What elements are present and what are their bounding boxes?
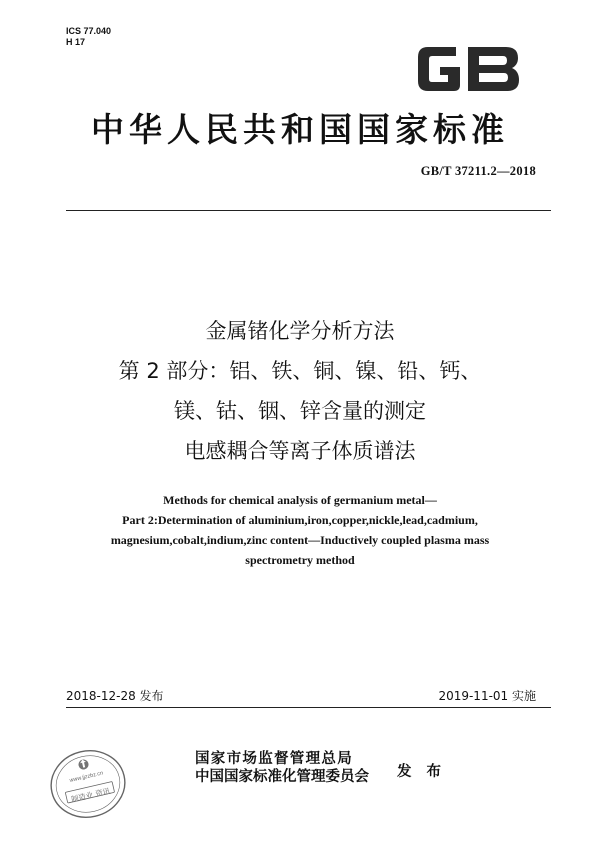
top-divider (66, 210, 551, 211)
implementation-date: 2019-11-01 实施 (438, 689, 536, 703)
issuer-name: 国家市场监督管理总局 (195, 750, 353, 767)
national-standard-title: 中华人民共和国国家标准 (91, 110, 509, 149)
publish-label: 发 布 (397, 763, 447, 780)
ics-code: ICS 77.040 (66, 26, 112, 36)
stamp-label: 制造业 资讯 (70, 786, 112, 805)
bottom-divider (66, 707, 551, 708)
chinese-title-line: 第 2 部分：铝、铁、铜、镍、铅、钙、 (118, 359, 482, 383)
stamp-website: www.jjzzbz.cn (69, 770, 104, 784)
publisher-stamp (40, 737, 135, 831)
chinese-title-line: 电感耦合等离子体质谱法 (184, 439, 416, 463)
chinese-title-line: 金属锗化学分析方法 (205, 319, 395, 343)
issue-date: 2018-12-28 发布 (66, 689, 164, 703)
english-title-line: Part 2:Determination of aluminium,iron,copper,nickle,lead,cadmium, (122, 513, 478, 527)
ccs-code: H 17 (66, 37, 86, 47)
standard-number: GB/T 37211.2—2018 (420, 164, 536, 178)
english-title-line: magnesium,cobalt,indium,zinc content—Inductively coupled plasma mass (110, 533, 490, 547)
issuer-name: 中国国家标准化管理委员会 (195, 768, 369, 785)
english-title-line: spectrometry method (245, 553, 355, 567)
gb-logo (410, 38, 526, 100)
chinese-title-line: 镁、钴、铟、锌含量的测定 (174, 399, 426, 423)
english-title-line: Methods for chemical analysis of germanium metal— (163, 493, 437, 507)
